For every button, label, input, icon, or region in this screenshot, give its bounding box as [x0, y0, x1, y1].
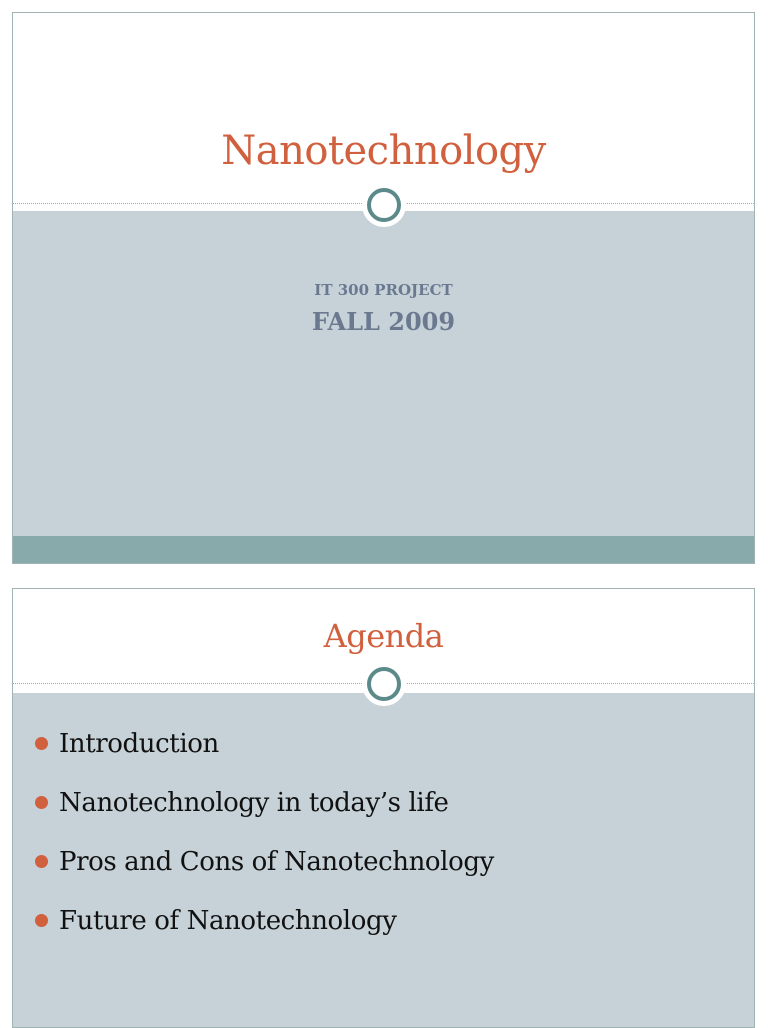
slide-body	[13, 211, 754, 536]
agenda-slide	[12, 588, 755, 1028]
footer-band	[13, 536, 754, 563]
slide-header	[13, 13, 754, 204]
title-slide	[12, 12, 755, 564]
bullet-icon	[35, 914, 48, 927]
slide-title: Agenda	[323, 617, 444, 655]
bullet-icon	[35, 796, 48, 809]
slide-date: FALL 2009	[311, 307, 456, 336]
agenda-list	[35, 724, 494, 960]
list-item	[35, 783, 494, 842]
list-item	[35, 901, 494, 960]
bullet-icon	[35, 855, 48, 868]
list-item	[35, 842, 494, 901]
list-item-text: Pros and Cons of Nanotechnology	[59, 847, 494, 877]
list-item-text: Introduction	[59, 729, 219, 759]
slide-title: Nanotechnology	[221, 128, 546, 174]
bullet-icon	[35, 737, 48, 750]
circle-ornament-icon	[362, 662, 406, 706]
circle-ornament-icon	[362, 183, 406, 227]
list-item-text: Nanotechnology in today’s life	[59, 788, 449, 818]
list-item-text: Future of Nanotechnology	[59, 906, 397, 936]
list-item	[35, 724, 494, 783]
slide-subtitle: IT 300 PROJECT	[314, 281, 453, 299]
